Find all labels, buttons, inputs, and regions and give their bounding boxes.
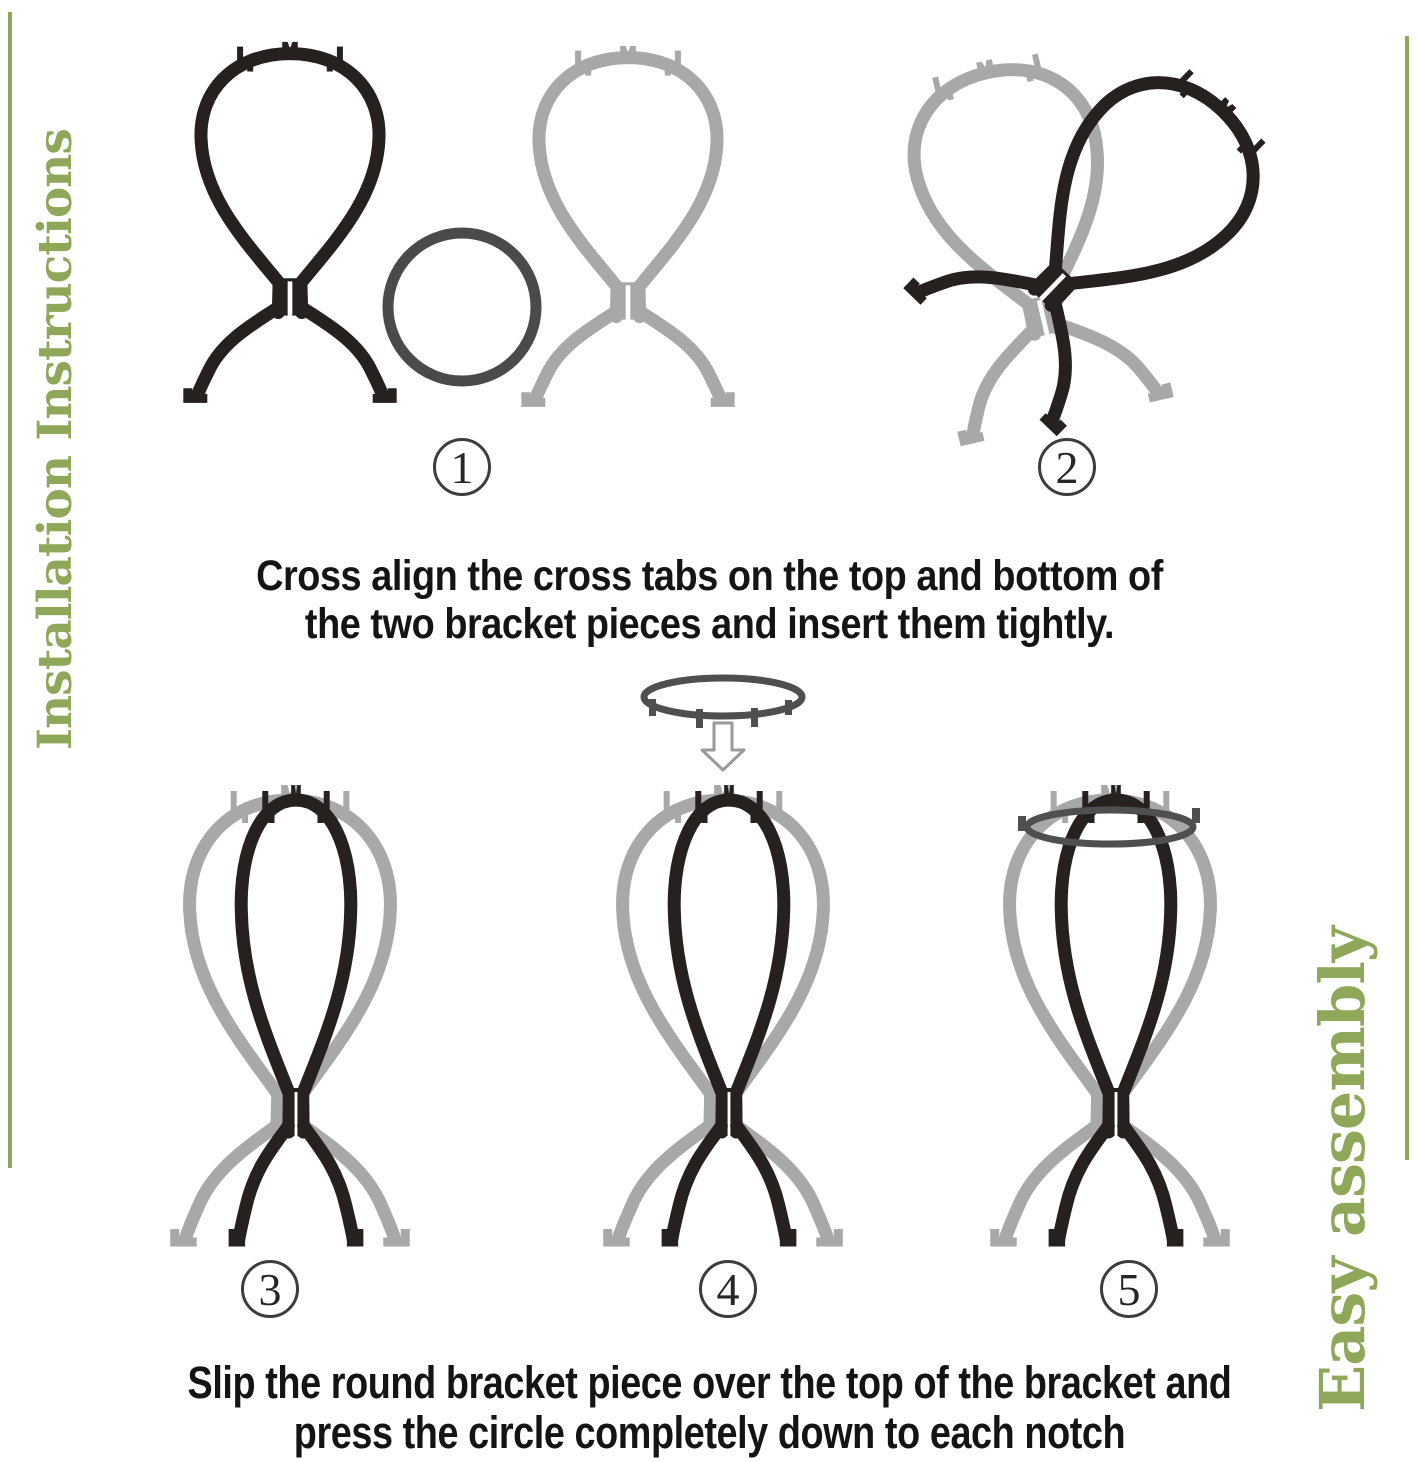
left-vertical-heading: Installation Instructions <box>28 129 83 750</box>
connector-ring <box>388 233 536 381</box>
assembled-stand-step3 <box>175 785 406 1242</box>
bracket-piece-black <box>188 42 392 398</box>
top-ring-with-tabs <box>644 678 802 728</box>
caption-steps-1-2 <box>85 552 1334 648</box>
caption-line: the two bracket pieces and insert them tightly. <box>304 600 1115 648</box>
step-number-2: 2 <box>1038 438 1096 496</box>
caption-line: Cross align the cross tabs on the top and bottom of <box>256 552 1163 600</box>
step-number-5: 5 <box>1100 1260 1158 1318</box>
bracket-piece-black-tilted <box>910 32 1305 430</box>
step-number-1: 1 <box>433 438 491 496</box>
caption-line: Slip the round bracket piece over the top of the bracket and <box>187 1357 1232 1408</box>
bracket-piece-gray <box>526 46 730 402</box>
assembled-stand-step4 <box>608 785 839 1242</box>
step-1-illustration <box>188 42 730 402</box>
step-number-4: 4 <box>699 1260 757 1318</box>
bracket-piece-gray-tilted <box>882 37 1168 440</box>
assembled-stand-step5 <box>995 785 1226 1242</box>
down-arrow-icon <box>702 723 744 770</box>
caption-line: press the circle completely down to each notch <box>293 1407 1126 1458</box>
right-vertical-heading: Easy assembly <box>1306 927 1379 1412</box>
step-2-illustration <box>882 32 1304 441</box>
step-number-3: 3 <box>241 1260 299 1318</box>
caption-steps-3-4-5 <box>114 1358 1306 1458</box>
